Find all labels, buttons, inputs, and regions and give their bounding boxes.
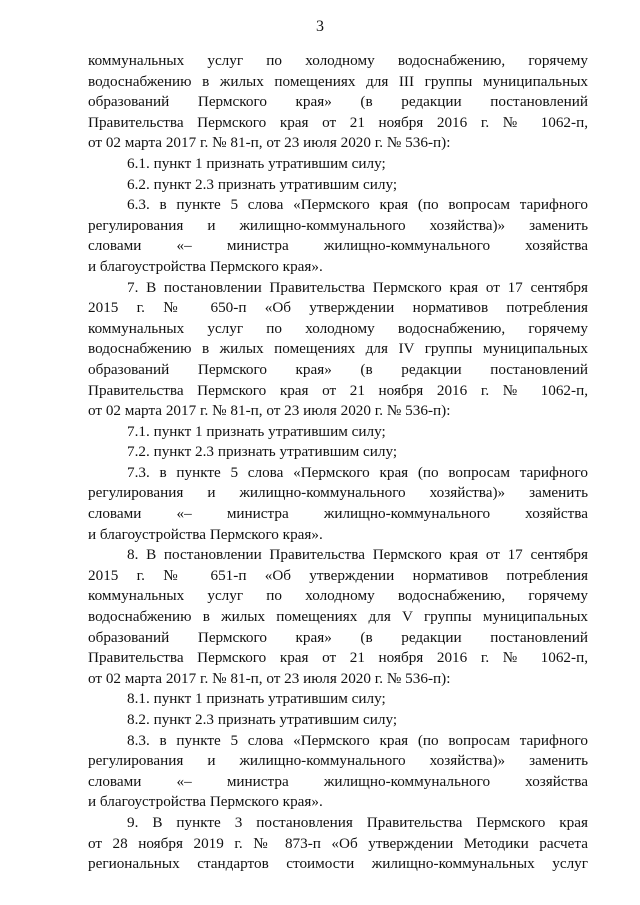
text-line: 7.1. пункт 1 признать утратившим силу; (127, 422, 386, 440)
text-line: и благоустройства Пермского края». (88, 525, 323, 543)
text-line: Правительства Пермского края от 21 ноября 2016 г. № 1062-п, (88, 381, 588, 399)
page-number: 3 (316, 18, 324, 35)
text-line: водоснабжению в жилых помещениях для III группы муниципальных (88, 72, 588, 90)
text-line: 2015 г. № 650-п «Об утверждении нормативов потребления (88, 299, 588, 317)
text-line: коммунальных услуг по холодному водоснабжению, горячему (88, 52, 588, 69)
text-line: от 02 марта 2017 г. № 81-п, от 23 июля 2020 г. № 536-п): (88, 134, 451, 152)
text-line: 6.2. пункт 2.3 признать утратившим силу; (127, 175, 398, 193)
text-line: словами «– министра жилищно-коммунального хозяйства (88, 237, 588, 255)
text-line: 6.3. в пункте 5 слова «Пермского края (по вопросам тарифного (127, 196, 588, 214)
text-line: от 02 марта 2017 г. № 81-п, от 23 июля 2020 г. № 536-п): (88, 669, 451, 687)
text-line: Правительства Пермского края от 21 ноября 2016 г. № 1062-п, (88, 113, 588, 131)
text-line: региональных стандартов стоимости жилищно-коммунальных услуг (88, 855, 588, 873)
text-line: 7.3. в пункте 5 слова «Пермского края (по вопросам тарифного (127, 463, 588, 481)
text-line: регулирования и жилищно-коммунального хозяйства)» заменить (88, 484, 588, 502)
text-line: 2015 г. № 651-п «Об утверждении нормативов потребления (88, 566, 588, 584)
text-line: коммунальных услуг по холодному водоснабжению, горячему (88, 587, 588, 605)
text-line: 7. В постановлении Правительства Пермского края от 17 сентября (127, 278, 588, 296)
text-line: 8. В постановлении Правительства Пермского края от 17 сентября (127, 546, 588, 564)
text-line: коммунальных услуг по холодному водоснабжению, горячему (88, 319, 588, 337)
text-line: словами «– министра жилищно-коммунального хозяйства (88, 772, 588, 790)
text-line: Правительства Пермского края от 21 ноября 2016 г. № 1062-п, (88, 649, 588, 667)
text-line: 7.2. пункт 2.3 признать утратившим силу; (127, 443, 398, 461)
text-line: водоснабжению в жилых помещениях для IV группы муниципальных (88, 340, 588, 358)
text-line: образований Пермского края» (в редакции постановлений (88, 628, 588, 646)
document-body (88, 51, 588, 875)
text-line: 8.1. пункт 1 признать утратившим силу; (127, 690, 386, 708)
text-line: от 02 марта 2017 г. № 81-п, от 23 июля 2020 г. № 536-п): (88, 402, 451, 420)
text-line: водоснабжению в жилых помещениях для V группы муниципальных (88, 608, 588, 626)
text-line: регулирования и жилищно-коммунального хозяйства)» заменить (88, 216, 588, 234)
text-line: образований Пермского края» (в редакции постановлений (88, 360, 588, 378)
text-line: 9. В пункте 3 постановления Правительства Пермского края (127, 813, 588, 831)
text-line: и благоустройства Пермского края». (88, 793, 323, 811)
text-line: словами «– министра жилищно-коммунального хозяйства (88, 505, 588, 523)
text-line: 6.1. пункт 1 признать утратившим силу; (127, 154, 386, 172)
text-line: регулирования и жилищно-коммунального хозяйства)» заменить (88, 752, 588, 770)
text-line: 8.3. в пункте 5 слова «Пермского края (по вопросам тарифного (127, 731, 588, 749)
text-line: образований Пермского края» (в редакции постановлений (88, 93, 588, 111)
text-line: от 28 ноября 2019 г. № 873-п «Об утверждении Методики расчета (88, 834, 588, 852)
text-line: и благоустройства Пермского края». (88, 257, 323, 275)
text-line: 8.2. пункт 2.3 признать утратившим силу; (127, 711, 398, 728)
